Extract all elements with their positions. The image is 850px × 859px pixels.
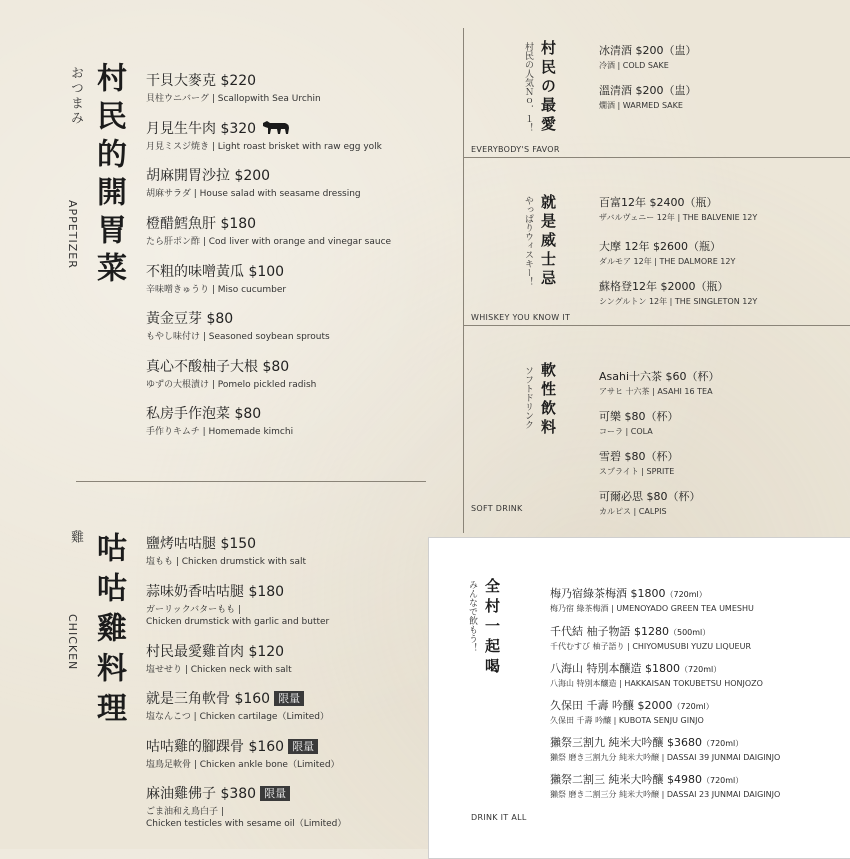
item-name: 鹽烤咕咕腿 $150 [146,536,257,552]
menu-item [146,261,286,296]
item-desc: アサヒ 十六茶 | ASAHI 16 TEA [599,387,713,396]
drink-item [599,82,697,111]
item-desc: 塩もも | Chicken drumstick with salt [146,557,306,567]
item-name: 麻油雞佛子 $380 [146,786,257,802]
item-desc: 久保田 千壽 吟釀 | KUBOTA SENJU GINJO [550,716,704,725]
item-volume: （720ml） [665,590,707,599]
item-desc: シングルトン 12年 | THE SINGLETON 12Y [599,297,758,306]
item-desc: 獺祭 磨き二割三分 純米大吟醸 | DASSAI 23 JUNMAI DAIGINJO [550,790,781,799]
chicken-english: CHICKEN [66,614,79,671]
drink-item [550,771,780,800]
item-desc: 月見ミスジ焼き | Light roast brisket with raw egg yolk [146,142,382,152]
whiskey-label: WHISKEY YOU KNOW IT [471,313,571,322]
item-desc: 辛味噌きゅうり | Miso cucumber [146,285,287,295]
drink-item [599,278,757,307]
appetizer-kana: おつまみ [68,66,83,126]
item-name: 雪碧 $80（杯） [599,450,679,463]
item-volume: （720ml） [702,739,744,748]
item-desc: 胡麻サラダ | House salad with seasame dressing [146,189,361,199]
item-desc: 塩鳥足軟骨 | Chicken ankle bone（Limited） [146,760,340,770]
menu-item [146,783,346,830]
item-name: 蘇格登12年 $2000（瓶） [599,280,729,293]
item-name: 百富12年 $2400（瓶） [599,196,718,209]
drink-item [599,238,735,267]
item-volume: （720ml） [680,665,722,674]
soft-title: 軟性飲料 [539,362,557,438]
menu-item [146,533,306,568]
item-name: 溫清酒 $200（盅） [599,84,697,97]
item-name: 干貝大麥克 $220 [146,73,257,89]
item-desc: ダルモア 12年 | THE DALMORE 12Y [599,257,736,266]
item-desc: 千代むすび 柚子語り | CHIYOMUSUBI YUZU LIQUEUR [550,642,752,651]
item-name: 獺祭二割三 純米大吟釀 $4980 [550,773,702,786]
drink-item [599,408,679,437]
drink-item [550,734,780,763]
item-volume: （720ml） [702,776,744,785]
menu-item [146,403,293,438]
limited-badge: 限量 [274,691,304,706]
item-desc: 梅乃宿 綠茶梅酒 | UMENOYADO GREEN TEA UMESHU [550,604,754,613]
item-desc: ごま油和え鳥白子 | [146,807,224,817]
soft-label: SOFT DRINK [471,504,523,513]
menu-item [146,736,340,771]
item-desc-2: Chicken drumstick with garlic and butter [146,617,330,627]
favor-sub: 村民の人気Ｎｏ．１！ [523,42,533,132]
menu-item [146,308,330,343]
divider [463,157,850,158]
menu-item [146,213,391,248]
item-name: 真心不酸柚子大根 $80 [146,359,290,375]
item-name: 獺祭三割九 純米大吟釀 $3680 [550,736,702,749]
item-name: 可爾必思 $80（杯） [599,490,701,503]
divider [76,481,426,482]
item-desc: もやし味付け | Seasoned soybean sprouts [146,332,330,342]
item-desc: 塩なんこつ | Chicken cartilage（Limited） [146,712,330,722]
chicken-list [146,533,426,833]
column-divider [463,28,464,533]
drink-item [599,488,701,517]
item-name: 大摩 12年 $2600（瓶） [599,240,721,253]
item-desc: 燗酒 | WARMED SAKE [599,101,683,110]
item-desc: ガーリックバターもも | [146,605,241,615]
appetizer-title: 村民的開胃菜 [91,62,126,290]
item-name: 蒜味奶香咕咕腿 $180 [146,584,285,600]
item-volume: （720ml） [672,702,714,711]
item-name: 月見生牛肉 $320 [146,121,257,137]
item-desc: たら肝ポン酢 | Cod liver with orange and vinegar sauce [146,237,392,247]
chicken-title: 咕咕雞料理 [91,532,126,732]
menu-item [146,356,316,391]
item-desc: スプライト | SPRITE [599,467,675,476]
item-desc: カルピス | CALPIS [599,507,667,516]
item-desc: 獺祭 磨き三割九分 純米大吟醸 | DASSAI 39 JUNMAI DAIGINJO [550,753,781,762]
whiskey-sub: やっぱりウィスキー！ [523,196,533,286]
menu-item [146,165,361,200]
item-desc: ゆずの大根漬け | Pomelo pickled radish [146,380,317,390]
drink-item [550,697,714,726]
drink-all-label: DRINK IT ALL [471,813,527,822]
item-name: 橙醋鱈魚肝 $180 [146,216,257,232]
favor-title: 村民の最愛 [539,40,557,135]
item-name: 八海山 特別本釀造 $1800 [550,662,680,675]
drink-item [599,194,757,223]
limited-badge: 限量 [260,786,290,801]
item-desc: 貝柱ウニバーグ | Scallopwith Sea Urchin [146,94,321,104]
item-name: 不粗的味噌黃瓜 $100 [146,264,285,280]
soft-sub: ソフトドリンク [523,366,533,429]
divider [463,325,850,326]
item-name: 私房手作泡菜 $80 [146,406,262,422]
drink-all-sub: みんなで飲もう！ [467,580,477,652]
item-desc: 冷酒 | COLD SAKE [599,61,669,70]
menu-item [146,581,329,628]
menu-item [146,118,382,153]
menu-item [146,641,292,676]
item-desc: 八海山 特別本釀造 | HAKKAISAN TOKUBETSU HONJOZO [550,679,763,688]
item-name: 就是三角軟骨 $160 [146,691,271,707]
item-desc: コーラ | COLA [599,427,653,436]
cow-icon [261,118,291,136]
item-name: 村民最愛雞首肉 $120 [146,644,285,660]
drink-item [599,368,720,397]
appetizer-english: APPETIZER [66,200,79,269]
item-desc: 塩せせり | Chicken neck with salt [146,665,292,675]
drink-item [599,42,697,71]
item-name: 可樂 $80（杯） [599,410,679,423]
drink-item [599,448,679,477]
item-name: 咕咕雞的腳踝骨 $160 [146,739,285,755]
limited-badge: 限量 [288,739,318,754]
item-name: 千代結 柚子物語 $1280 [550,625,669,638]
drink-item [550,585,754,614]
menu-item [146,70,321,105]
whiskey-title: 就是威士忌 [539,194,557,289]
item-desc-2: Chicken testicles with sesame oil（Limited） [146,819,347,829]
item-name: 黃金豆芽 $80 [146,311,234,327]
item-name: 梅乃宿綠茶梅酒 $1800 [550,587,666,600]
item-volume: （500ml） [669,628,711,637]
item-desc: 手作りキムチ | Homemade kimchi [146,427,294,437]
favor-label: EVERYBODY'S FAVOR [471,145,560,154]
drink-item [550,660,763,689]
item-name: 冰清酒 $200（盅） [599,44,697,57]
item-name: Asahi十六茶 $60（杯） [599,370,720,383]
menu-item [146,688,329,723]
item-desc: ザバルヴェニー 12年 | THE BALVENIE 12Y [599,213,758,222]
item-name: 久保田 千壽 吟釀 $2000 [550,699,673,712]
chicken-kanji: 雞 [68,530,83,543]
item-name: 胡麻開胃沙拉 $200 [146,168,271,184]
drink-all-title: 全村一起喝 [483,578,501,678]
appetizer-list [146,70,426,440]
drink-item [550,623,751,652]
